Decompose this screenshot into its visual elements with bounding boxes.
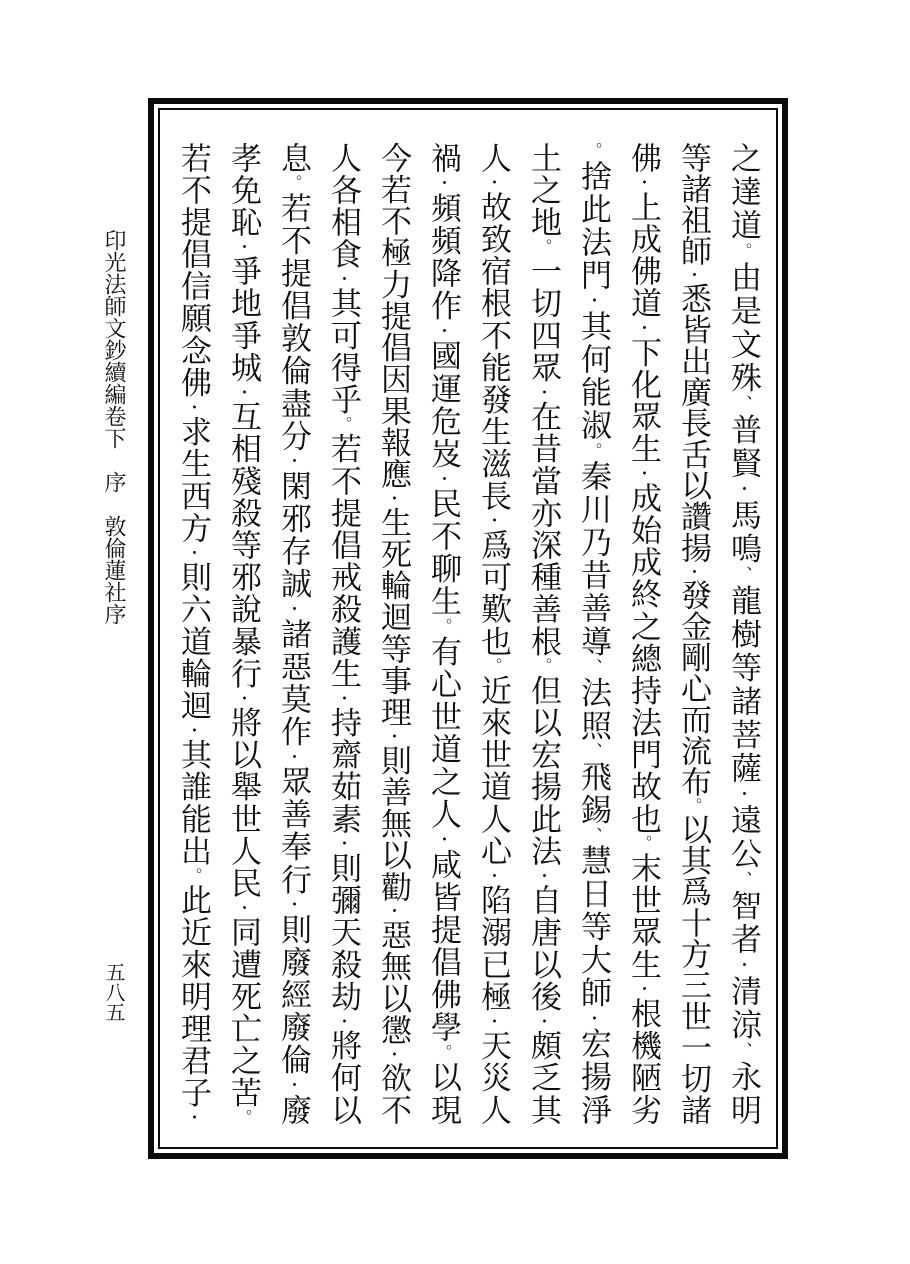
text-column-5: 土之地。一切四眾・在昔當亦深種善根。但以宏揚此法・自唐以後・頗乏其 — [525, 142, 561, 1125]
text-column-7: 禍・頻頻降作・國運危岌・民不聊生。有心世道之人・咸皆提倡佛學。以現 — [425, 142, 461, 1125]
text-column-4: 。捨此法門・其何能淑。秦川乃昔善導、法照、飛錫、慧日等大師・宏揚淨 — [575, 142, 611, 1125]
page-frame-inner — [158, 108, 778, 1149]
text-column-10: 息。若不提倡敦倫盡分・閑邪存誠・諸惡莫作・眾善奉行・則廢經廢倫・廢 — [275, 142, 311, 1125]
text-column-11: 孝免恥・爭地爭城・互相殘殺等邪說暴行・將以舉世人民・同遭死亡之苦。 — [225, 142, 261, 1125]
text-column-8: 今若不極力提倡因果報應・生死輪迴等事理・則善無以勸・惡無以懲・欲不 — [375, 142, 411, 1125]
page-number: 五八五 — [102, 962, 126, 1022]
margin-title: 印光法師文鈔續編卷下 序 敦倫蓮社序 — [101, 229, 126, 625]
page-frame-outer — [148, 98, 788, 1159]
text-column-9: 人各相食・其可得乎。若不提倡戒殺護生・持齋茹素・則彌天殺劫・將何以 — [325, 142, 361, 1125]
text-column-3: 佛・上成佛道・下化眾生・成始成終之總持法門故也。末世眾生・根機陋劣 — [625, 142, 661, 1125]
text-column-2: 等諸祖師・悉皆出廣長舌以讚揚・發金剛心而流布。以其爲十方三世一切諸 — [675, 142, 711, 1125]
text-column-1: 之達道。由是文殊、普賢・馬鳴、龍樹等諸菩薩・遠公、智者・清涼、永明 — [725, 142, 761, 1125]
text-column-6: 人・故致宿根不能發生滋長・爲可歎也。近來世道人心・陷溺已極・天災人 — [475, 142, 511, 1125]
text-column-12: 若不提倡信願念佛・求生西方・則六道輪迴・其誰能出。此近來明理君子・ — [175, 142, 211, 1125]
text-body — [160, 110, 776, 1147]
